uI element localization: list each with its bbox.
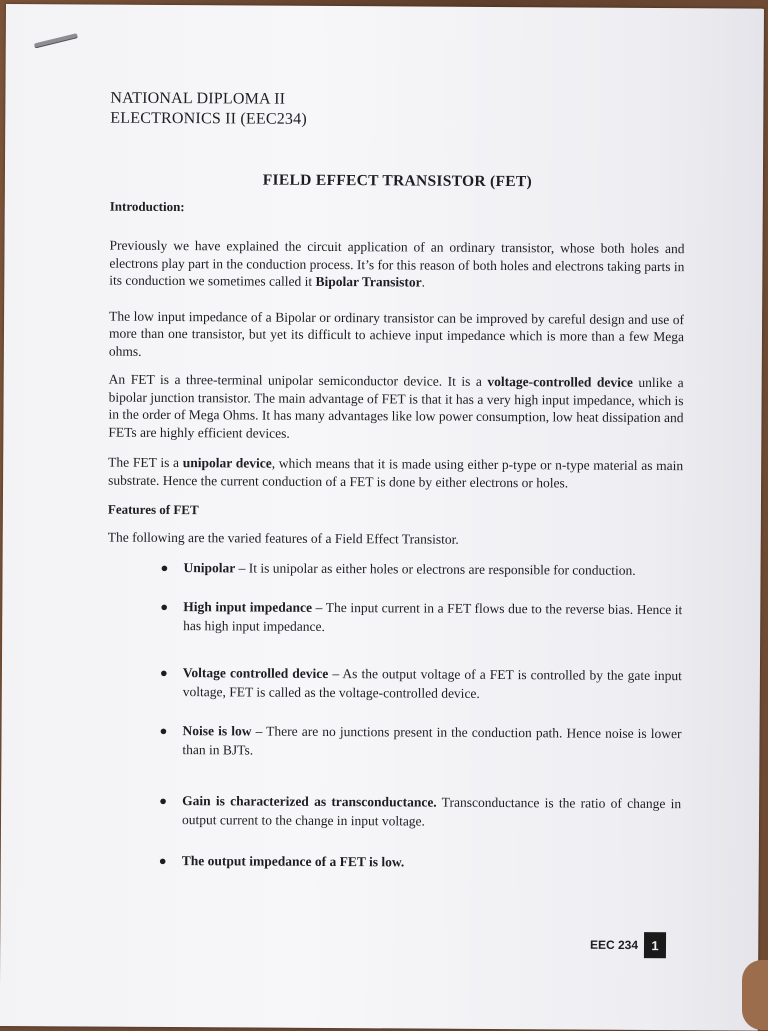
finger	[742, 960, 768, 1030]
list-item	[183, 663, 682, 704]
intro-paragraph-4	[108, 454, 683, 493]
feature-text: – The input current in a FET flows due to the reverse bias. Hence it has high input impedance.	[183, 599, 682, 633]
feature-text: – As the output voltage of a FET is controlled by the gate input voltage, FET is called as the voltage-controlled device.	[183, 665, 682, 700]
intro-paragraph-1	[109, 237, 684, 293]
feature-title: Unipolar	[184, 560, 236, 575]
intro-paragraph-3	[108, 371, 683, 445]
features-list	[106, 557, 683, 873]
list-item	[182, 721, 681, 762]
features-lead: The following are the varied features of a Field Effect Transistor.	[108, 529, 683, 550]
intro-heading: Introduction:	[110, 199, 685, 219]
intro-p3-start: An FET is a three-terminal unipolar semiconductor device. It is a	[109, 372, 488, 389]
intro-p4-bold: unipolar device	[183, 455, 272, 471]
bullet-icon: ●	[161, 557, 169, 576]
feature-text: – It is unipolar as either holes or electrons are responsible for conduction.	[235, 560, 635, 577]
intro-p1-text: Previously we have explained the circuit application of an ordinary transistor, whose both holes and electrons play part in the conduction process. It’s for this reason of both holes and electrons taking parts in its conduction we sometimes called it	[109, 238, 684, 289]
list-item	[183, 597, 682, 638]
intro-p1-end: .	[422, 275, 425, 290]
intro-p3-bold: voltage-controlled device	[487, 374, 633, 390]
bullet-icon: ●	[160, 662, 168, 681]
bullet-icon: ●	[159, 850, 167, 869]
feature-title: The output impedance of a FET is low.	[182, 853, 405, 869]
feature-text: – There are no junctions present in the conduction path. Hence noise is lower than in BJTs.	[182, 723, 681, 757]
feature-title: Noise is low	[183, 723, 252, 738]
feature-title: Voltage controlled device	[183, 665, 328, 681]
page-number: 1	[644, 932, 666, 958]
bullet-icon: ●	[160, 720, 168, 739]
intro-p4-start: The FET is a	[108, 455, 183, 470]
course-name: ELECTRONICS II (EEC234)	[110, 109, 685, 133]
bullet-icon: ●	[160, 596, 168, 615]
document-page	[0, 4, 764, 1031]
list-item	[182, 851, 681, 873]
document-body	[106, 89, 686, 873]
features-heading: Features of FET	[108, 502, 683, 522]
page-footer	[590, 932, 666, 958]
course-code: EEC 234	[590, 938, 638, 952]
bullet-icon: ●	[159, 790, 167, 809]
feature-text: Transconductance is the ratio of change in output current to the change in input voltage.	[182, 794, 681, 828]
list-item	[182, 791, 681, 832]
feature-title: High input impedance	[183, 599, 312, 615]
intro-p4-end: , which means that it is made using either p-type or n-type material as main substrate. Hence the current conduction of a FET is done by either electrons or holes.	[108, 456, 683, 490]
list-item	[184, 558, 683, 580]
course-level: NATIONAL DIPLOMA II	[110, 89, 685, 113]
intro-p3-end: unlike a bipolar junction transistor. The main advantage of FET is that it has a very high input impedance, which is in the order of Mega Ohms. It has many advantages like low power consumption, low heat dissipation and FETs are highly efficient devices.	[108, 375, 683, 440]
intro-paragraph-2: The low input impedance of a Bipolar or ordinary transistor can be improved by careful design and use of more than one transistor, but yet its difficult to achieve input impedance which is more than a few Mega ohms.	[109, 307, 684, 363]
feature-title: Gain is characterized as transconductance.	[182, 793, 437, 810]
intro-p1-bold: Bipolar Transistor	[315, 274, 421, 290]
staple	[34, 33, 78, 47]
page-title: FIELD EFFECT TRANSISTOR (FET)	[110, 171, 685, 193]
